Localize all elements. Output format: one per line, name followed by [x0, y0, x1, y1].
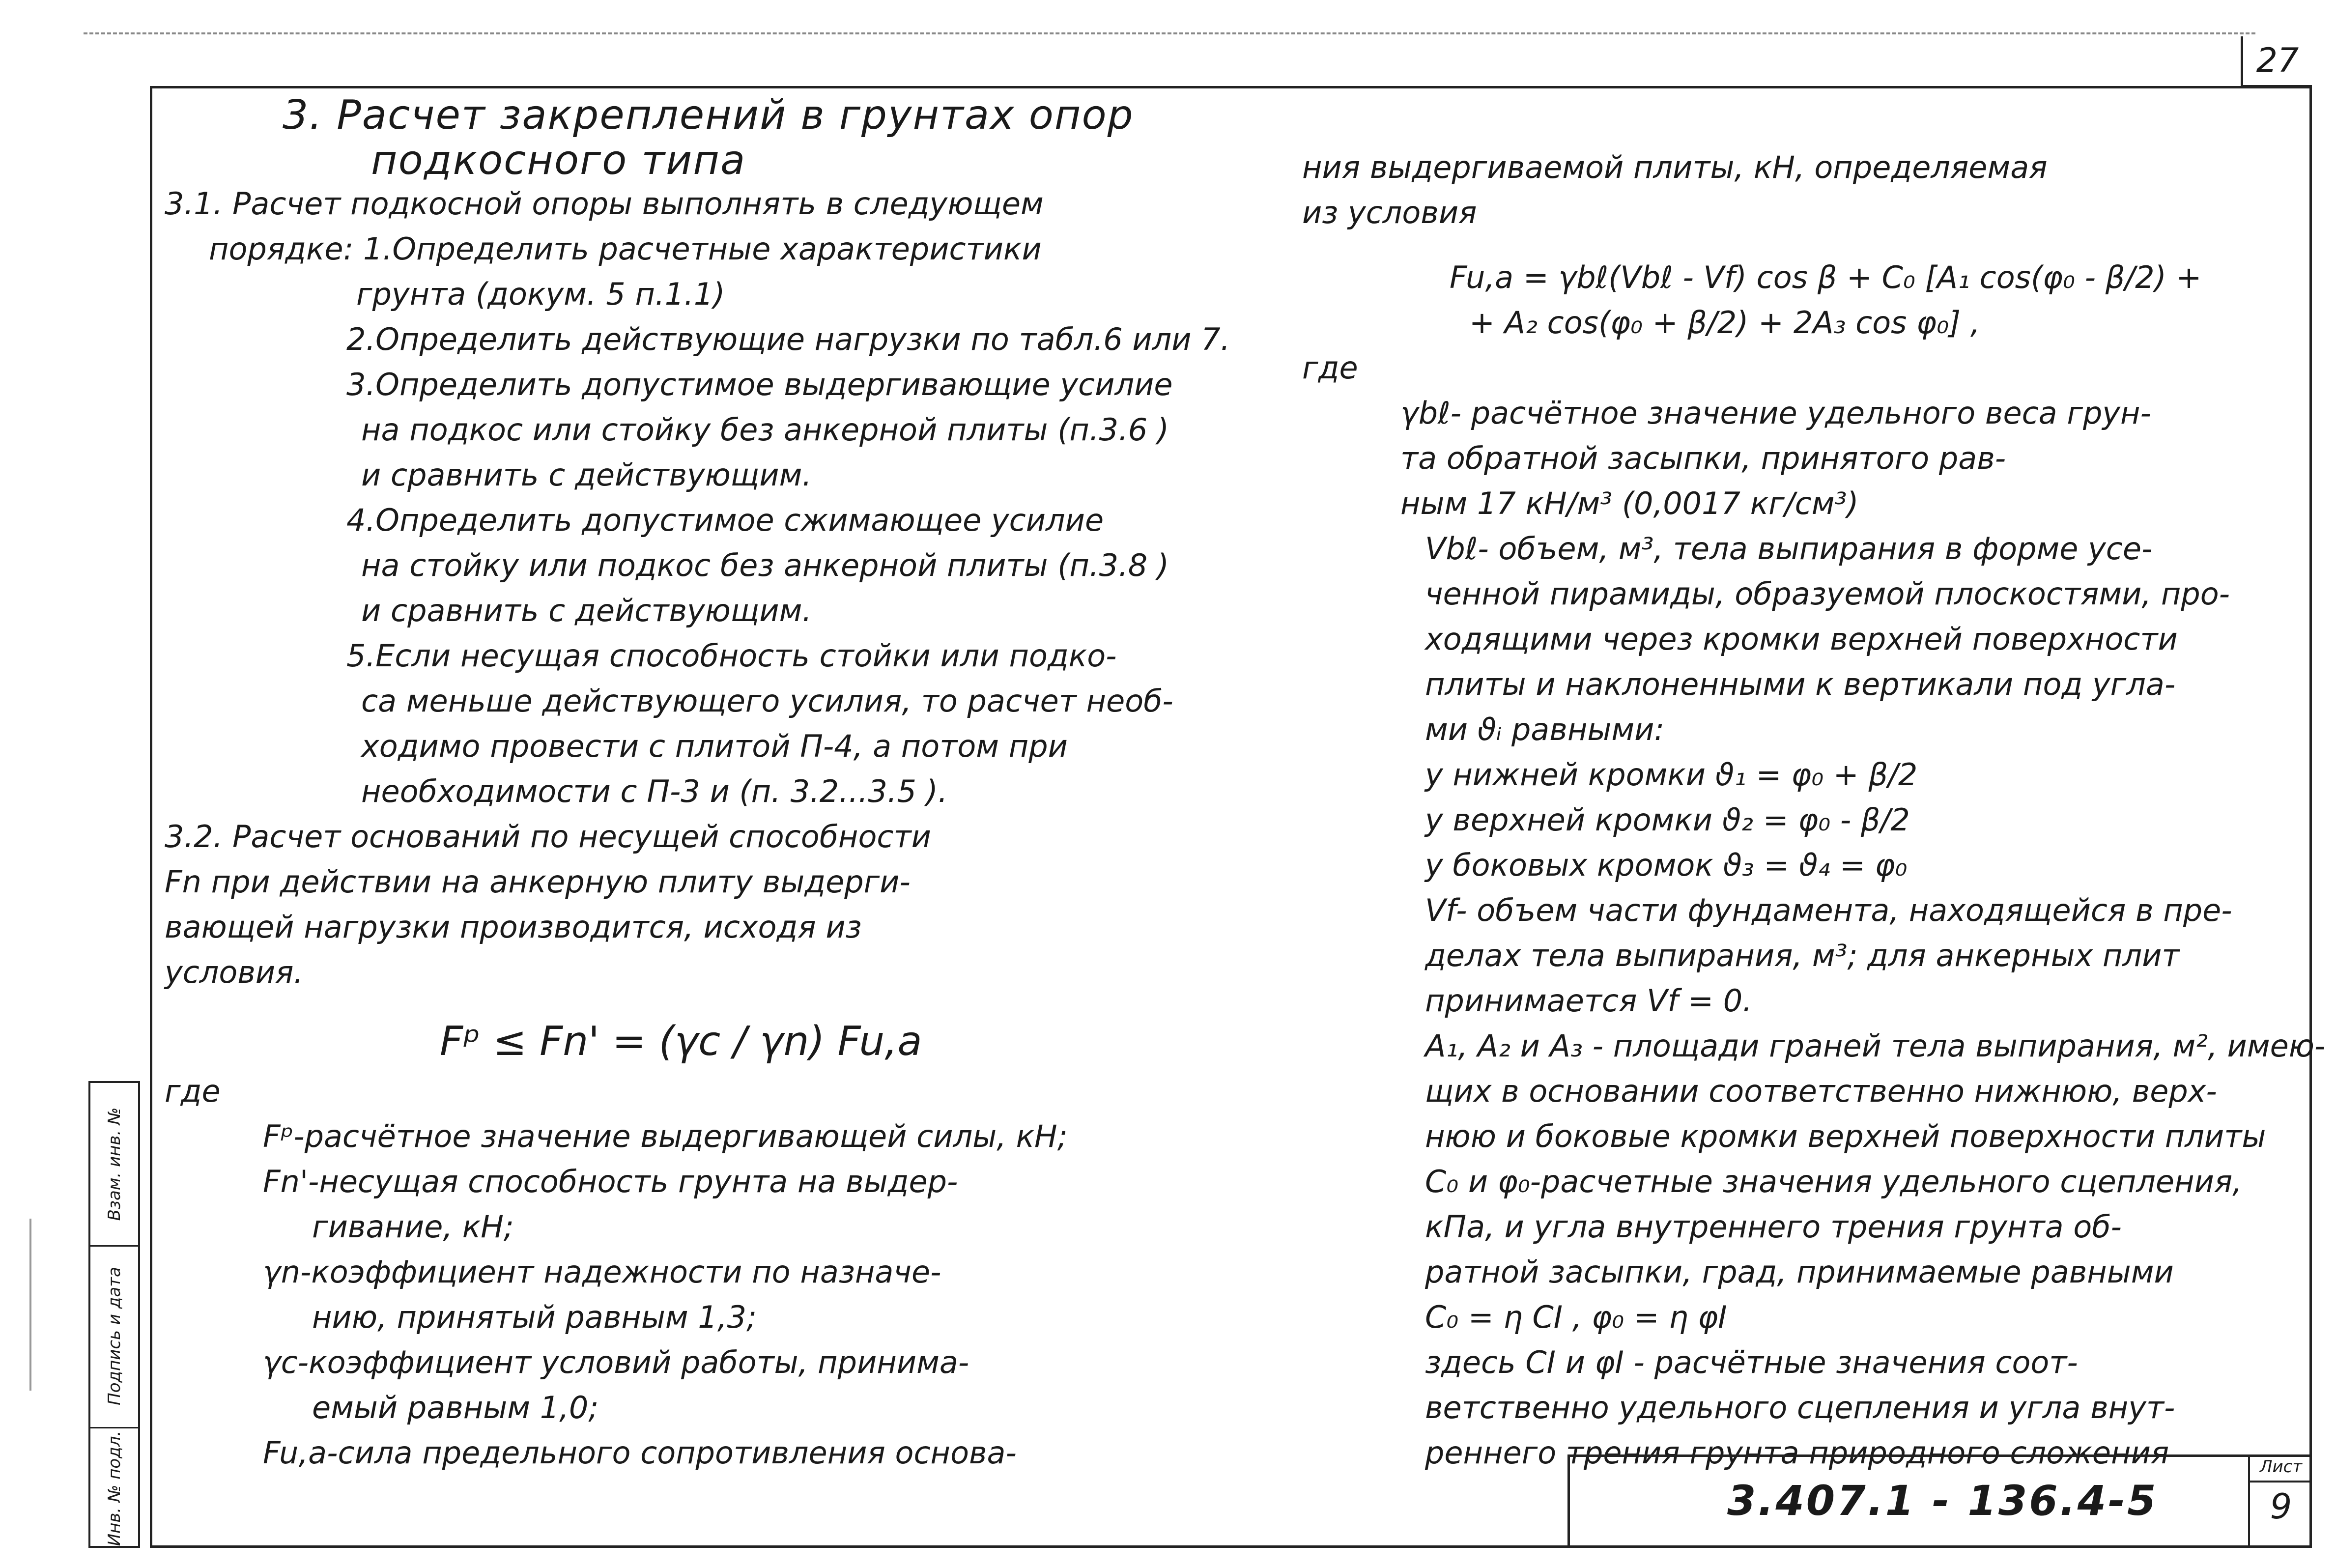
text-line: 3.1. Расчет подкосной опоры выполнять в следующем	[165, 186, 1044, 222]
text-line: у нижней кромки ϑ₁ = φ₀ + β/2	[1425, 757, 1918, 793]
text-line: C₀ = η CI , φ₀ = η φI	[1425, 1299, 1727, 1335]
side-signature-strip	[88, 1081, 140, 1548]
text-line: на подкос или стойку без анкерной плиты (п.3.6 )	[361, 412, 1169, 448]
sheet-number: 9	[2270, 1486, 2292, 1527]
text-line: реннего трения грунта природного сложения	[1425, 1435, 2169, 1471]
where-label: где	[165, 1073, 221, 1109]
text-line: условия.	[165, 954, 304, 990]
text-line: 3.Определить допустимое выдергивающие усилие	[346, 367, 1173, 402]
text-line: из условия	[1302, 195, 1477, 230]
text-line: C₀ и φ₀-расчетные значения удельного сцепления,	[1425, 1164, 2242, 1199]
section-title-line-2: подкосного типа	[371, 137, 746, 184]
definition-line: Fn'-несущая способность грунта на выдер-	[263, 1164, 958, 1199]
title-block	[1567, 1454, 2312, 1548]
text-line: здесь CI и φI - расчётные значения соот-	[1425, 1344, 2078, 1380]
text-line: 3.2. Расчет оснований по несущей способности	[165, 819, 931, 855]
text-line: 2.Определить действующие нагрузки по табл.6 или 7.	[346, 321, 1230, 357]
text-line: γbℓ- расчётное значение удельного веса грун-	[1400, 395, 2151, 431]
formula-line-2: + A₂ cos(φ₀ + β/2) + 2A₃ cos φ₀] ,	[1469, 305, 1980, 341]
sheet-number-box	[2248, 1457, 2312, 1548]
text-line: и сравнить с действующим.	[361, 593, 812, 628]
text-line: принимается Vf = 0.	[1425, 983, 1752, 1019]
side-label-inventory: Инв. № подл.	[104, 1430, 124, 1546]
side-label-signature: Подпись и дата	[104, 1267, 124, 1405]
text-line: ратной засыпки, град, принимаемые равными	[1425, 1254, 2174, 1290]
text-line: Fn при действии на анкерную плиту выдерги-	[165, 864, 911, 900]
formula-line-1: Fu,a = γbℓ(Vbℓ - Vf) cos β + C₀ [A₁ cos(φ₀ - β/2) +	[1450, 259, 2202, 295]
text-line: нюю и боковые кромки верхней поверхности плиты	[1425, 1118, 2266, 1154]
text-line: ми ϑᵢ равными:	[1425, 712, 1665, 747]
text-line: ния выдергиваемой плиты, кН, определяемая	[1302, 149, 2048, 185]
top-dashed-line	[84, 32, 2255, 34]
text-line: кПа, и угла внутреннего трения грунта об-	[1425, 1209, 2122, 1245]
where-label: где	[1302, 350, 1358, 386]
definition-line: гивание, кН;	[312, 1209, 514, 1245]
text-line: грунта (докум. 5 п.1.1)	[356, 276, 725, 312]
text-line: плиты и наклоненными к вертикали под угла-	[1425, 666, 2176, 702]
sheet-label: Лист	[2250, 1457, 2312, 1482]
text-line: ветственно удельного сцепления и угла внут-	[1425, 1390, 2175, 1425]
left-column	[165, 91, 1246, 1476]
side-strip-divider	[90, 1245, 138, 1247]
main-inequality: Fᵖ ≤ Fn' = (γc / γn) Fu,a	[440, 1018, 922, 1065]
text-line: са меньше действующего усилия, то расчет необ-	[361, 683, 1173, 719]
text-line: необходимости с П-3 и (п. 3.2...3.5 ).	[361, 773, 948, 809]
definition-line: Fu,a-сила предельного сопротивления основа-	[263, 1435, 1017, 1471]
text-line: 4.Определить допустимое сжимающее усилие	[346, 502, 1104, 538]
text-line: вающей нагрузки производится, исходя из	[165, 909, 862, 945]
text-line: делах тела выпирания, м³; для анкерных плит	[1425, 938, 2180, 973]
text-line: у верхней кромки ϑ₂ = φ₀ - β/2	[1425, 802, 1910, 838]
text-line: ченной пирамиды, образуемой плоскостями, про-	[1425, 576, 2230, 612]
text-line: Vbℓ- объем, м³, тела выпирания в форме усе-	[1425, 531, 2153, 567]
text-line: порядке: 1.Определить расчетные характеристики	[209, 231, 1042, 267]
left-margin-mark	[29, 1219, 31, 1391]
text-line: у боковых кромок ϑ₃ = ϑ₄ = φ₀	[1425, 847, 1908, 883]
text-line: A₁, A₂ и A₃ - площади граней тела выпирания, м², имею-	[1425, 1028, 2326, 1064]
text-line: Vf- объем части фундамента, находящейся в пре-	[1425, 892, 2232, 928]
text-line: 5.Если несущая способность стойки или подко-	[346, 638, 1117, 674]
definition-line: γc-коэффициент условий работы, принима-	[263, 1344, 969, 1380]
side-strip-divider	[90, 1427, 138, 1428]
definition-line: γn-коэффициент надежности по назначе-	[263, 1254, 941, 1290]
text-line: ходящими через кромки верхней поверхности	[1425, 621, 2178, 657]
section-title-line-1: 3. Расчет закреплений в грунтах опор	[283, 92, 1134, 139]
text-line: щих в основании соответственно нижнюю, верх-	[1425, 1073, 2217, 1109]
definition-line: Fᵖ-расчётное значение выдергивающей силы, кН;	[263, 1118, 1068, 1154]
text-line: и сравнить с действующим.	[361, 457, 812, 493]
page-number: 27	[2241, 36, 2312, 87]
document-code: 3.407.1 - 136.4-5	[1727, 1477, 2158, 1525]
text-line: ходимо провести с плитой П-4, а потом при	[361, 728, 1068, 764]
definition-line: нию, принятый равным 1,3;	[312, 1299, 757, 1335]
text-line: та обратной засыпки, принятого рав-	[1400, 440, 2006, 476]
text-line: на стойку или подкос без анкерной плиты (п.3.8 )	[361, 547, 1169, 583]
side-label-replace: Взам. инв. №	[104, 1107, 124, 1221]
text-line: ным 17 кН/м³ (0,0017 кг/см³)	[1400, 485, 1859, 521]
definition-line: емый равным 1,0;	[312, 1390, 599, 1425]
